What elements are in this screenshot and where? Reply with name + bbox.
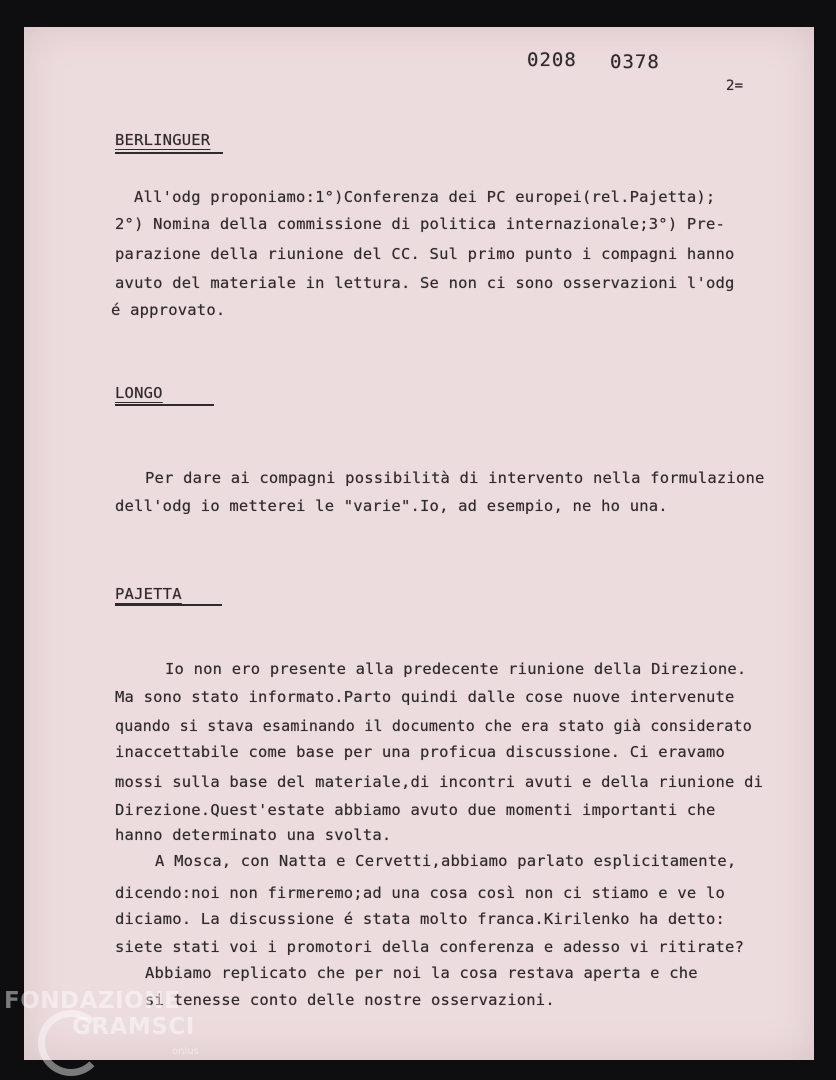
- speaker-heading-berlinguer: BERLINGUER: [115, 131, 211, 149]
- paragraph-line: Ma sono stato informato.Parto quindi dalle cose nuove intervenute: [115, 688, 735, 706]
- paragraph-line: quando si stava esaminando il documento che era stato già considerato: [115, 717, 752, 735]
- fondazione-gramsci-watermark: [4, 988, 209, 1080]
- heading-underline: [115, 152, 223, 154]
- paragraph-line: si tenesse conto delle nostre osservazioni.: [145, 991, 555, 1009]
- archive-number-left: 0208: [527, 49, 577, 71]
- paragraph-line: siete stati voi i promotori della conferenza e adesso vi ritirate?: [115, 938, 745, 956]
- watermark-line1: FONDAZIONE: [4, 988, 181, 1014]
- document-page: [24, 27, 814, 1060]
- paragraph-line: Direzione.Quest'estate abbiamo avuto due momenti importanti che: [115, 801, 716, 819]
- paragraph-line: dell'odg io metterei le "varie".Io, ad esempio, ne ho una.: [115, 497, 668, 515]
- heading-underline: [115, 404, 214, 406]
- archive-number-right: 0378: [610, 51, 660, 73]
- paragraph-line: A Mosca, con Natta e Cervetti,abbiamo parlato esplicitamente,: [155, 852, 737, 870]
- paragraph-line: Per dare ai compagni possibilità di intervento nella formulazione: [145, 469, 765, 487]
- paragraph-line: hanno determinato una svolta.: [115, 826, 392, 844]
- paragraph-line: diciamo. La discussione é stata molto franca.Kirilenko ha detto:: [115, 910, 726, 928]
- paragraph-line: dicendo:noi non firmeremo;ad una cosa così non ci stiamo e ve lo: [115, 884, 726, 902]
- paragraph-line: All'odg proponiamo:1°)Conferenza dei PC europei(rel.Pajetta);: [134, 188, 716, 206]
- speaker-heading-pajetta: PAJETTA: [115, 585, 182, 603]
- speaker-heading-longo: LONGO: [115, 384, 163, 402]
- heading-underline: [115, 604, 222, 606]
- watermark-line2: GRAMSCI: [72, 1014, 195, 1040]
- paragraph-line: parazione della riunione del CC. Sul primo punto i compagni hanno: [115, 245, 735, 263]
- paragraph-line: Io non ero presente alla predecente riunione della Direzione.: [165, 660, 747, 678]
- paragraph-line: 2°) Nomina della commissione di politica internazionale;3°) Pre-: [115, 215, 726, 233]
- paragraph-line: é approvato.: [111, 301, 226, 319]
- page-marker: 2=: [726, 78, 744, 94]
- paragraph-line: Abbiamo replicato che per noi la cosa restava aperta e che: [145, 964, 698, 982]
- paragraph-line: inaccettabile come base per una proficua discussione. Ci eravamo: [115, 743, 726, 761]
- paragraph-line: avuto del materiale in lettura. Se non ci sono osservazioni l'odg: [115, 274, 735, 292]
- paragraph-line: mossi sulla base del materiale,di incontri avuti e della riunione di: [115, 773, 764, 791]
- watermark-line3: onlus: [172, 1046, 199, 1057]
